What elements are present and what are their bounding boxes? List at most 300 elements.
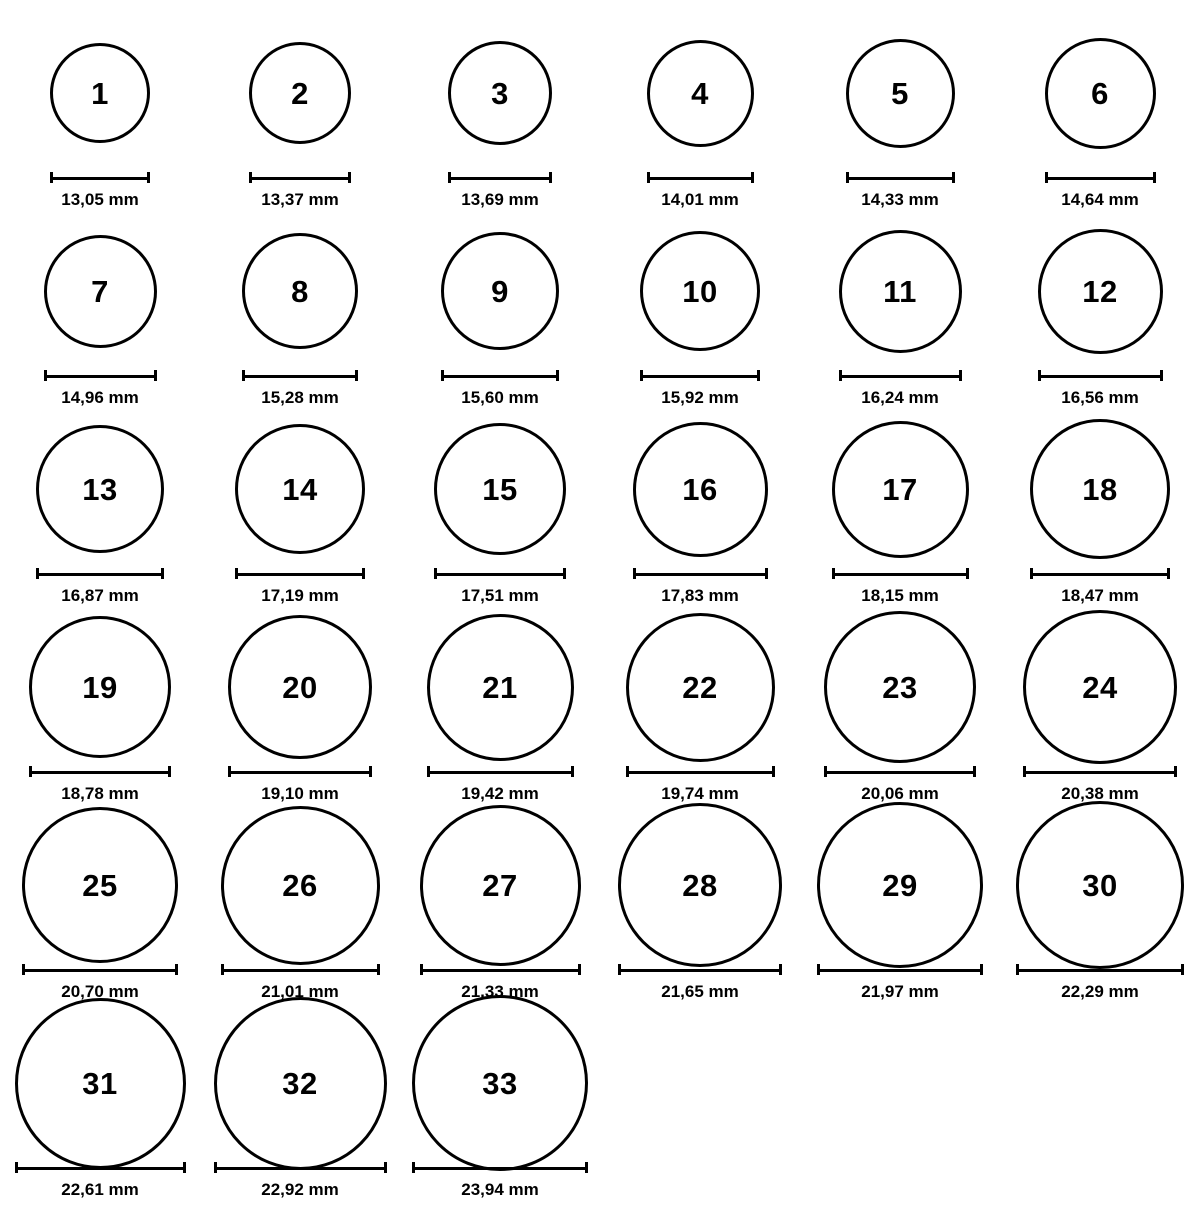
diameter-measure-bar bbox=[817, 962, 983, 976]
ring-circle bbox=[824, 611, 976, 763]
measure-bar-cap-left bbox=[626, 766, 629, 777]
measure-bar-stroke bbox=[427, 771, 574, 774]
measure-bar-cap-right bbox=[1153, 172, 1156, 183]
diameter-value: 22,29 mm bbox=[1061, 982, 1139, 1001]
diameter-value: 23,94 mm bbox=[461, 1180, 539, 1199]
ring-size-cell bbox=[0, 810, 200, 1008]
measure-bar-cap-left bbox=[29, 766, 32, 777]
diameter-measure-bar bbox=[640, 368, 760, 382]
ring-size-label: 24 bbox=[1082, 669, 1118, 705]
measure-bar-cap-left bbox=[242, 370, 245, 381]
measure-bar-stroke bbox=[434, 573, 566, 576]
ring-size-cell bbox=[200, 1008, 400, 1206]
diameter-measure-bar bbox=[427, 764, 574, 778]
diameter-value: 21,33 mm bbox=[461, 982, 539, 1001]
measure-bar-cap-left bbox=[214, 1162, 217, 1173]
ring-circle bbox=[1016, 801, 1184, 969]
measure-bar-line bbox=[817, 964, 983, 975]
measure-bar-cap-right bbox=[779, 964, 782, 975]
measure-bar-line bbox=[15, 1162, 186, 1173]
ring-circle bbox=[420, 805, 581, 966]
ring-circle-wrap bbox=[44, 216, 157, 366]
diameter-measure-bar bbox=[249, 170, 351, 184]
ring-size-cell bbox=[400, 216, 600, 414]
diameter-value: 17,83 mm bbox=[661, 586, 739, 605]
ring-size-label: 9 bbox=[491, 273, 509, 309]
diameter-measure-bar bbox=[15, 1160, 186, 1174]
measure-bar-cap-right bbox=[183, 1162, 186, 1173]
measure-bar-stroke bbox=[22, 969, 178, 972]
measure-bar-cap-left bbox=[640, 370, 643, 381]
ring-circle bbox=[29, 616, 171, 758]
ring-size-cell bbox=[800, 810, 1000, 1008]
ring-circle-wrap bbox=[1016, 810, 1184, 960]
measure-bar-cap-right bbox=[980, 964, 983, 975]
ring-circle-wrap bbox=[1023, 612, 1177, 762]
measure-bar-line bbox=[846, 172, 955, 183]
measure-bar-cap-right bbox=[147, 172, 150, 183]
ring-circle bbox=[441, 232, 559, 350]
diameter-value: 18,15 mm bbox=[861, 586, 939, 605]
diameter-measure-bar bbox=[1023, 764, 1177, 778]
measure-bar-line bbox=[249, 172, 351, 183]
measure-bar-stroke bbox=[441, 375, 559, 378]
measure-bar-stroke bbox=[633, 573, 768, 576]
ring-size-label: 20 bbox=[282, 669, 318, 705]
measure-bar-stroke bbox=[15, 1167, 186, 1170]
ring-size-label: 1 bbox=[91, 75, 109, 111]
diameter-measure-bar bbox=[44, 368, 157, 382]
ring-circle-wrap bbox=[434, 414, 566, 564]
ring-size-grid bbox=[0, 18, 1200, 1206]
ring-circle bbox=[839, 230, 962, 353]
diameter-value: 19,74 mm bbox=[661, 784, 739, 803]
ring-size-cell bbox=[1000, 216, 1200, 414]
diameter-measure-bar bbox=[221, 962, 380, 976]
ring-size-cell bbox=[1000, 810, 1200, 1008]
ring-circle-wrap bbox=[249, 18, 351, 168]
measure-bar-stroke bbox=[221, 969, 380, 972]
ring-circle bbox=[15, 998, 186, 1169]
ring-circle bbox=[1038, 229, 1163, 354]
diameter-measure-bar bbox=[242, 368, 358, 382]
measure-bar-stroke bbox=[824, 771, 976, 774]
measure-bar-line bbox=[221, 964, 380, 975]
ring-circle-wrap bbox=[633, 414, 768, 564]
ring-circle-wrap bbox=[22, 810, 178, 960]
measure-bar-line bbox=[420, 964, 581, 975]
ring-size-label: 33 bbox=[482, 1065, 518, 1101]
ring-size-cell bbox=[400, 18, 600, 216]
measure-bar-line bbox=[427, 766, 574, 777]
measure-bar-stroke bbox=[36, 573, 164, 576]
ring-size-cell bbox=[0, 1008, 200, 1206]
ring-size-label: 22 bbox=[682, 669, 718, 705]
diameter-value: 13,05 mm bbox=[61, 190, 139, 209]
diameter-measure-bar bbox=[434, 566, 566, 580]
measure-bar-cap-left bbox=[441, 370, 444, 381]
ring-size-cell bbox=[0, 414, 200, 612]
measure-bar-cap-left bbox=[832, 568, 835, 579]
measure-bar-stroke bbox=[214, 1167, 387, 1170]
ring-circle bbox=[626, 613, 775, 762]
measure-bar-line bbox=[235, 568, 365, 579]
measure-bar-cap-right bbox=[772, 766, 775, 777]
diameter-value: 14,01 mm bbox=[661, 190, 739, 209]
measure-bar-cap-right bbox=[1167, 568, 1170, 579]
measure-bar-stroke bbox=[839, 375, 962, 378]
measure-bar-cap-right bbox=[578, 964, 581, 975]
ring-size-label: 23 bbox=[882, 669, 918, 705]
measure-bar-line bbox=[448, 172, 552, 183]
diameter-measure-bar bbox=[832, 566, 969, 580]
measure-bar-cap-right bbox=[168, 766, 171, 777]
measure-bar-cap-left bbox=[1023, 766, 1026, 777]
ring-size-cell bbox=[600, 216, 800, 414]
diameter-measure-bar bbox=[420, 962, 581, 976]
ring-size-cell bbox=[600, 810, 800, 1008]
ring-circle bbox=[22, 807, 178, 963]
measure-bar-cap-left bbox=[824, 766, 827, 777]
diameter-measure-bar bbox=[1030, 566, 1170, 580]
measure-bar-cap-left bbox=[434, 568, 437, 579]
measure-bar-cap-left bbox=[44, 370, 47, 381]
measure-bar-stroke bbox=[1023, 771, 1177, 774]
ring-size-label: 8 bbox=[291, 273, 309, 309]
measure-bar-cap-right bbox=[362, 568, 365, 579]
measure-bar-cap-right bbox=[1160, 370, 1163, 381]
measure-bar-stroke bbox=[420, 969, 581, 972]
ring-size-label: 11 bbox=[883, 273, 917, 309]
measure-bar-cap-left bbox=[448, 172, 451, 183]
ring-circle bbox=[1030, 419, 1170, 559]
ring-circle-wrap bbox=[36, 414, 164, 564]
ring-size-label: 3 bbox=[491, 75, 509, 111]
ring-size-cell bbox=[400, 414, 600, 612]
measure-bar-line bbox=[36, 568, 164, 579]
measure-bar-cap-right bbox=[765, 568, 768, 579]
ring-size-label: 31 bbox=[82, 1065, 118, 1101]
ring-circle bbox=[214, 997, 387, 1170]
diameter-measure-bar bbox=[22, 962, 178, 976]
ring-circle-wrap bbox=[817, 810, 983, 960]
measure-bar-line bbox=[441, 370, 559, 381]
measure-bar-cap-right bbox=[549, 172, 552, 183]
measure-bar-stroke bbox=[448, 177, 552, 180]
measure-bar-line bbox=[29, 766, 171, 777]
ring-size-cell bbox=[400, 612, 600, 810]
ring-circle bbox=[427, 614, 574, 761]
measure-bar-stroke bbox=[832, 573, 969, 576]
diameter-measure-bar bbox=[412, 1160, 588, 1174]
ring-circle-wrap bbox=[441, 216, 559, 366]
diameter-value: 14,64 mm bbox=[1061, 190, 1139, 209]
measure-bar-stroke bbox=[44, 375, 157, 378]
ring-circle bbox=[50, 43, 150, 143]
ring-circle-wrap bbox=[1045, 18, 1156, 168]
ring-size-label: 6 bbox=[1091, 75, 1109, 111]
measure-bar-stroke bbox=[647, 177, 754, 180]
ring-circle-wrap bbox=[221, 810, 380, 960]
diameter-value: 19,42 mm bbox=[461, 784, 539, 803]
ring-size-cell bbox=[0, 612, 200, 810]
ring-size-label: 29 bbox=[882, 867, 918, 903]
ring-size-cell bbox=[200, 810, 400, 1008]
measure-bar-line bbox=[626, 766, 775, 777]
measure-bar-stroke bbox=[1038, 375, 1163, 378]
ring-circle bbox=[412, 995, 588, 1171]
ring-size-label: 26 bbox=[282, 867, 318, 903]
ring-size-label: 5 bbox=[891, 75, 909, 111]
diameter-value: 15,28 mm bbox=[261, 388, 339, 407]
measure-bar-stroke bbox=[235, 573, 365, 576]
diameter-value: 21,01 mm bbox=[261, 982, 339, 1001]
diameter-value: 18,78 mm bbox=[61, 784, 139, 803]
ring-size-cell bbox=[800, 612, 1000, 810]
ring-circle-wrap bbox=[420, 810, 581, 960]
ring-size-label: 10 bbox=[682, 273, 718, 309]
diameter-measure-bar bbox=[626, 764, 775, 778]
ring-circle bbox=[434, 423, 566, 555]
ring-size-cell bbox=[0, 216, 200, 414]
diameter-value: 16,87 mm bbox=[61, 586, 139, 605]
ring-size-cell bbox=[200, 612, 400, 810]
measure-bar-stroke bbox=[412, 1167, 588, 1170]
ring-circle-wrap bbox=[832, 414, 969, 564]
ring-circle bbox=[640, 231, 760, 351]
ring-circle-wrap bbox=[427, 612, 574, 762]
measure-bar-cap-right bbox=[952, 172, 955, 183]
ring-circle-wrap bbox=[29, 612, 171, 762]
measure-bar-stroke bbox=[626, 771, 775, 774]
measure-bar-cap-left bbox=[839, 370, 842, 381]
diameter-value: 21,65 mm bbox=[661, 982, 739, 1001]
ring-circle-wrap bbox=[448, 18, 552, 168]
diameter-value: 15,92 mm bbox=[661, 388, 739, 407]
diameter-value: 20,06 mm bbox=[861, 784, 939, 803]
measure-bar-line bbox=[434, 568, 566, 579]
diameter-measure-bar bbox=[824, 764, 976, 778]
measure-bar-cap-right bbox=[966, 568, 969, 579]
ring-circle bbox=[249, 42, 351, 144]
ring-circle-wrap bbox=[242, 216, 358, 366]
diameter-value: 18,47 mm bbox=[1061, 586, 1139, 605]
measure-bar-stroke bbox=[618, 969, 782, 972]
ring-circle bbox=[448, 41, 552, 145]
measure-bar-line bbox=[1016, 964, 1184, 975]
ring-circle-wrap bbox=[1030, 414, 1170, 564]
measure-bar-stroke bbox=[228, 771, 372, 774]
ring-circle-wrap bbox=[1038, 216, 1163, 366]
measure-bar-cap-left bbox=[50, 172, 53, 183]
measure-bar-cap-left bbox=[647, 172, 650, 183]
ring-size-cell bbox=[600, 414, 800, 612]
diameter-value: 14,96 mm bbox=[61, 388, 139, 407]
ring-size-cell bbox=[800, 414, 1000, 612]
measure-bar-cap-left bbox=[22, 964, 25, 975]
measure-bar-line bbox=[1023, 766, 1177, 777]
ring-size-label: 18 bbox=[1082, 471, 1118, 507]
ring-size-cell bbox=[800, 18, 1000, 216]
measure-bar-cap-right bbox=[348, 172, 351, 183]
measure-bar-line bbox=[1030, 568, 1170, 579]
diameter-value: 22,61 mm bbox=[61, 1180, 139, 1199]
ring-circle-wrap bbox=[839, 216, 962, 366]
ring-size-label: 7 bbox=[91, 273, 109, 309]
measure-bar-stroke bbox=[1030, 573, 1170, 576]
ring-size-label: 15 bbox=[482, 471, 518, 507]
ring-size-label: 17 bbox=[882, 471, 918, 507]
ring-size-cell bbox=[200, 414, 400, 612]
ring-size-cell bbox=[200, 18, 400, 216]
ring-size-label: 32 bbox=[282, 1065, 318, 1101]
measure-bar-cap-right bbox=[585, 1162, 588, 1173]
measure-bar-stroke bbox=[242, 375, 358, 378]
measure-bar-cap-right bbox=[377, 964, 380, 975]
measure-bar-stroke bbox=[29, 771, 171, 774]
ring-circle-wrap bbox=[50, 18, 150, 168]
measure-bar-cap-left bbox=[1016, 964, 1019, 975]
ring-size-label: 28 bbox=[682, 867, 718, 903]
ring-circle bbox=[1045, 38, 1156, 149]
ring-size-cell bbox=[200, 216, 400, 414]
measure-bar-line bbox=[1038, 370, 1163, 381]
measure-bar-cap-right bbox=[175, 964, 178, 975]
ring-circle-wrap bbox=[214, 1008, 387, 1158]
ring-size-label: 2 bbox=[291, 75, 309, 111]
measure-bar-line bbox=[242, 370, 358, 381]
ring-circle bbox=[221, 806, 380, 965]
ring-size-cell bbox=[1000, 612, 1200, 810]
ring-circle bbox=[817, 802, 983, 968]
measure-bar-stroke bbox=[249, 177, 351, 180]
ring-size-label: 19 bbox=[82, 669, 118, 705]
ring-size-label: 21 bbox=[482, 669, 518, 705]
measure-bar-cap-left bbox=[1038, 370, 1041, 381]
measure-bar-cap-left bbox=[15, 1162, 18, 1173]
measure-bar-cap-left bbox=[412, 1162, 415, 1173]
measure-bar-line bbox=[228, 766, 372, 777]
diameter-value: 19,10 mm bbox=[261, 784, 339, 803]
measure-bar-cap-right bbox=[571, 766, 574, 777]
measure-bar-cap-left bbox=[618, 964, 621, 975]
diameter-measure-bar bbox=[235, 566, 365, 580]
diameter-measure-bar bbox=[448, 170, 552, 184]
measure-bar-cap-right bbox=[757, 370, 760, 381]
measure-bar-stroke bbox=[1045, 177, 1156, 180]
measure-bar-cap-right bbox=[563, 568, 566, 579]
ring-circle bbox=[1023, 610, 1177, 764]
ring-circle-wrap bbox=[626, 612, 775, 762]
ring-size-cell bbox=[600, 18, 800, 216]
ring-circle bbox=[36, 425, 164, 553]
ring-size-cell bbox=[600, 612, 800, 810]
ring-circle-wrap bbox=[647, 18, 754, 168]
measure-bar-cap-right bbox=[1174, 766, 1177, 777]
measure-bar-cap-right bbox=[959, 370, 962, 381]
diameter-measure-bar bbox=[441, 368, 559, 382]
measure-bar-stroke bbox=[50, 177, 150, 180]
measure-bar-cap-right bbox=[1181, 964, 1184, 975]
ring-size-label: 14 bbox=[282, 471, 318, 507]
measure-bar-line bbox=[50, 172, 150, 183]
diameter-measure-bar bbox=[618, 962, 782, 976]
measure-bar-cap-left bbox=[36, 568, 39, 579]
diameter-value: 21,97 mm bbox=[861, 982, 939, 1001]
measure-bar-cap-left bbox=[249, 172, 252, 183]
measure-bar-cap-left bbox=[420, 964, 423, 975]
measure-bar-cap-left bbox=[633, 568, 636, 579]
measure-bar-cap-right bbox=[355, 370, 358, 381]
diameter-value: 13,37 mm bbox=[261, 190, 339, 209]
measure-bar-line bbox=[839, 370, 962, 381]
measure-bar-cap-left bbox=[221, 964, 224, 975]
ring-size-cell bbox=[800, 216, 1000, 414]
ring-circle bbox=[228, 615, 372, 759]
ring-size-cell bbox=[1000, 414, 1200, 612]
ring-size-label: 27 bbox=[482, 867, 518, 903]
ring-size-label: 25 bbox=[82, 867, 118, 903]
diameter-measure-bar bbox=[36, 566, 164, 580]
diameter-measure-bar bbox=[846, 170, 955, 184]
ring-circle bbox=[44, 235, 157, 348]
measure-bar-cap-right bbox=[384, 1162, 387, 1173]
ring-circle bbox=[647, 40, 754, 147]
ring-circle-wrap bbox=[235, 414, 365, 564]
diameter-measure-bar bbox=[633, 566, 768, 580]
ring-size-label: 16 bbox=[682, 471, 718, 507]
measure-bar-stroke bbox=[817, 969, 983, 972]
ring-circle bbox=[846, 39, 955, 148]
measure-bar-cap-right bbox=[751, 172, 754, 183]
diameter-measure-bar bbox=[1045, 170, 1156, 184]
diameter-measure-bar bbox=[1038, 368, 1163, 382]
measure-bar-cap-left bbox=[817, 964, 820, 975]
diameter-value: 16,24 mm bbox=[861, 388, 939, 407]
diameter-value: 13,69 mm bbox=[461, 190, 539, 209]
ring-size-label: 13 bbox=[82, 471, 118, 507]
measure-bar-line bbox=[647, 172, 754, 183]
ring-circle-wrap bbox=[640, 216, 760, 366]
ring-size-label: 30 bbox=[1082, 867, 1118, 903]
ring-circle bbox=[235, 424, 365, 554]
ring-circle-wrap bbox=[846, 18, 955, 168]
ring-size-cell bbox=[400, 1008, 600, 1206]
diameter-measure-bar bbox=[214, 1160, 387, 1174]
measure-bar-stroke bbox=[640, 375, 760, 378]
diameter-measure-bar bbox=[228, 764, 372, 778]
measure-bar-cap-left bbox=[427, 766, 430, 777]
ring-circle-wrap bbox=[824, 612, 976, 762]
diameter-measure-bar bbox=[839, 368, 962, 382]
diameter-value: 15,60 mm bbox=[461, 388, 539, 407]
diameter-measure-bar bbox=[29, 764, 171, 778]
measure-bar-line bbox=[214, 1162, 387, 1173]
measure-bar-line bbox=[832, 568, 969, 579]
ring-size-label: 12 bbox=[1082, 273, 1118, 309]
diameter-measure-bar bbox=[1016, 962, 1184, 976]
measure-bar-cap-right bbox=[154, 370, 157, 381]
diameter-measure-bar bbox=[647, 170, 754, 184]
measure-bar-line bbox=[633, 568, 768, 579]
measure-bar-stroke bbox=[846, 177, 955, 180]
diameter-value: 14,33 mm bbox=[861, 190, 939, 209]
measure-bar-cap-right bbox=[556, 370, 559, 381]
ring-circle bbox=[618, 803, 782, 967]
diameter-value: 20,38 mm bbox=[1061, 784, 1139, 803]
measure-bar-line bbox=[640, 370, 760, 381]
ring-circle-wrap bbox=[412, 1008, 588, 1158]
